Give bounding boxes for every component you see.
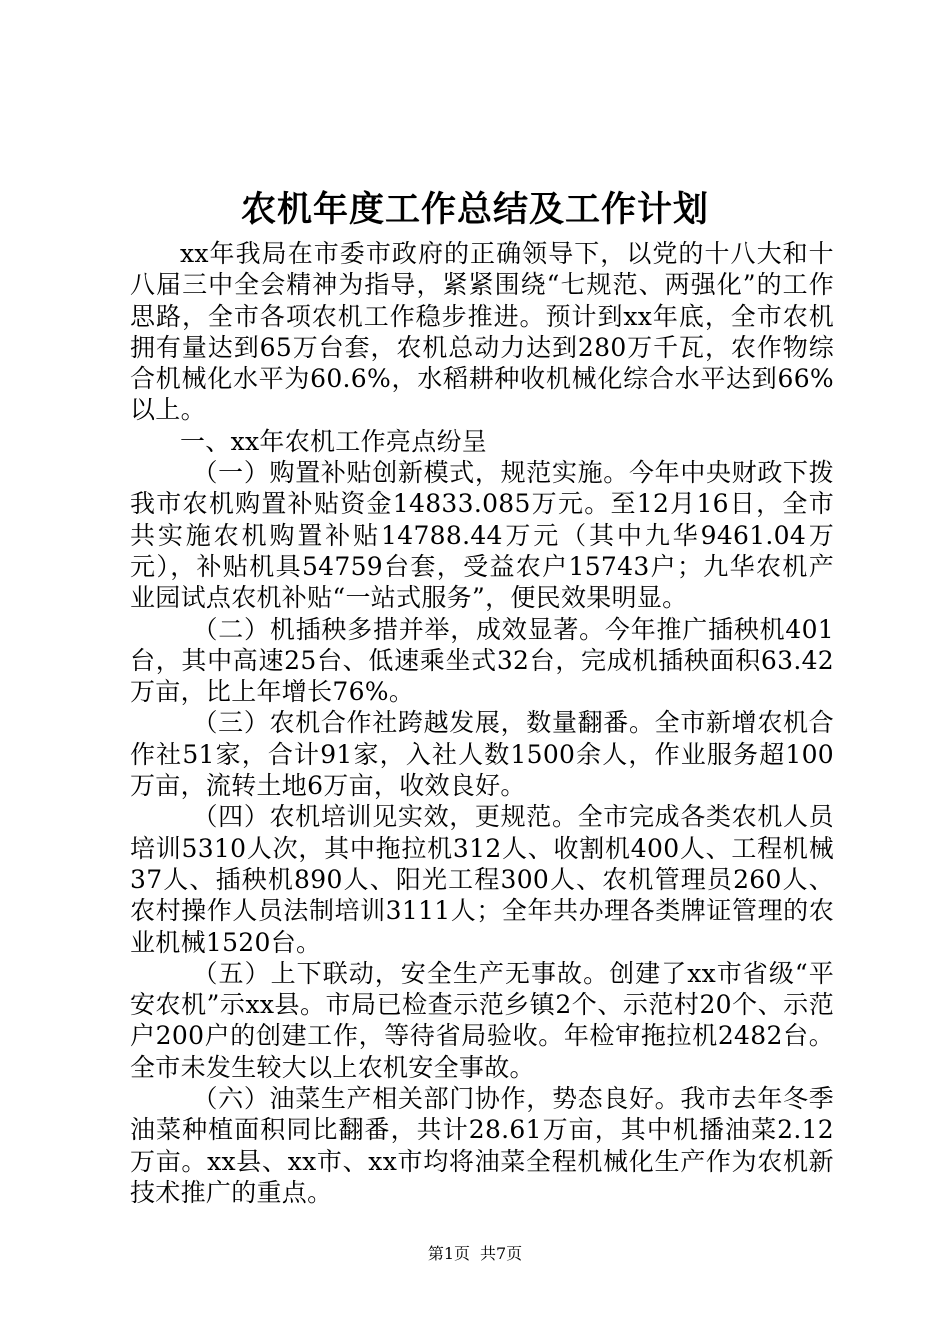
document-body [130, 238, 834, 1208]
highlight-paragraph-1: （一）购置补贴创新模式，规范实施。今年中央财政下拨我市农机购置补贴资金14833.085万元。至12月16日，全市共实施农机购置补贴14788.44万元（其中九华9461.04万元），补贴机具54759台套，受益农户15743户；九华农机产业园试点农机补贴“一站式服务”，便民效果明显。 [130, 458, 834, 613]
highlight-paragraph-4: （四）农机培训见实效，更规范。全市完成各类农机人员培训5310人次，其中拖拉机312人、收割机400人、工程机械37人、插秧机890人、阳光工程300人、农机管理员260人、农村操作人员法制培训3111人；全年共办理各类牌证管理的农业机械1520台。 [130, 802, 834, 957]
highlight-paragraph-2: （二）机插秧多措并举，成效显著。今年推广插秧机401台，其中高速25台、低速乘坐式32台，完成机插秧面积63.42万亩，比上年增长76%。 [130, 614, 834, 707]
page-number: 第1页 [427, 1244, 470, 1263]
highlight-paragraph-3: （三）农机合作社跨越发展，数量翻番。全市新增农机合作社51家，合计91家，入社人数1500余人，作业服务超100万亩，流转土地6万亩，收效良好。 [130, 708, 834, 801]
page-total: 共7页 [480, 1244, 523, 1263]
highlight-paragraph-5: （五）上下联动，安全生产无事故。创建了xx市省级“平安农机”示xx县。市局已检查示范乡镇2个、示范村20个、示范户200户的创建工作，等待省局验收。年检审拖拉机2482台。全市未发生较大以上农机安全事故。 [130, 958, 834, 1082]
page-footer [0, 1242, 950, 1266]
highlight-paragraph-6: （六）油菜生产相关部门协作，势态良好。我市去年冬季油菜种植面积同比翻番，共计28.61万亩，其中机播油菜2.12万亩。xx县、xx市、xx市均将油菜全程机械化生产作为农机新技术推广的重点。 [130, 1084, 834, 1207]
section-heading: 一、xx年农机工作亮点纷呈 [180, 426, 488, 456]
intro-paragraph: xx年我局在市委市政府的正确领导下，以党的十八大和十八届三中全会精神为指导，紧紧围绕“七规范、两强化”的工作思路，全市各项农机工作稳步推进。预计到xx年底，全市农机拥有量达到65万台套，农机总动力达到280万千瓦，农作物综合机械化水平为60.6%，水稻耕种收机械化综合水平达到66%以上。 [130, 239, 834, 425]
document-title: 农机年度工作总结及工作计划 [240, 189, 709, 230]
